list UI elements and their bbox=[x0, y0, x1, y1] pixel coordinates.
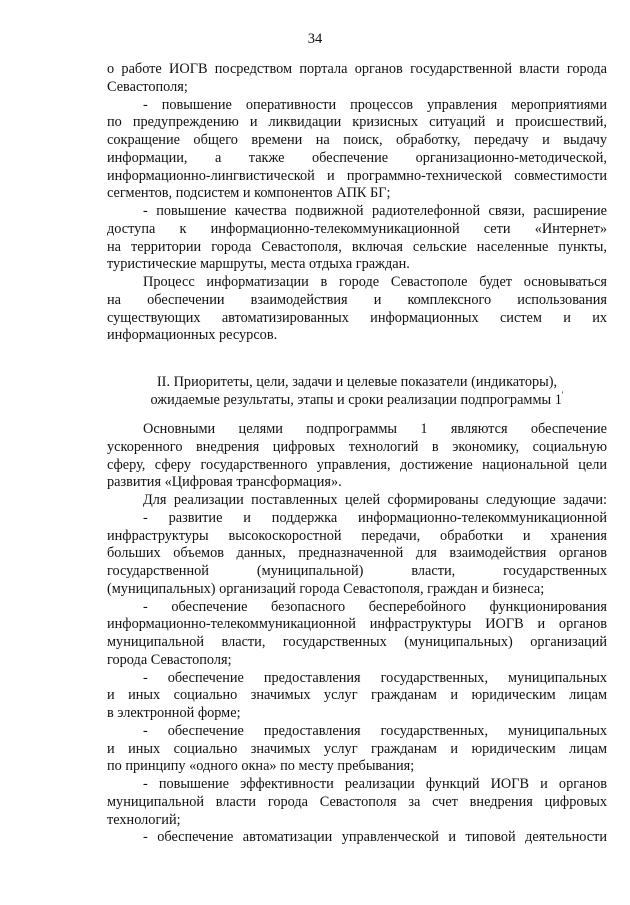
text-line: по принципу «одного окна» по месту пребывания; bbox=[107, 758, 415, 774]
text-line: и иных социально значимых услуг гражданам и юридическим лицам bbox=[107, 741, 607, 757]
section-heading-text: ожидаемые результаты, этапы и сроки реализации подпрограммы 1 bbox=[150, 392, 562, 408]
text-line: Для реализации поставленных целей сформированы следующие задачи: bbox=[143, 492, 607, 508]
text-line: муниципальной власти, государственных (муниципальных) организаций bbox=[107, 634, 607, 650]
text-line: и иных социально значимых услуг гражданам и юридическим лицам bbox=[107, 687, 607, 703]
text-line: - обеспечение предоставления государственных, муниципальных bbox=[143, 723, 607, 739]
text-line: Процесс информатизации в городе Севастополе будет основываться bbox=[143, 274, 607, 290]
text-line: информационно-телекоммуникационной инфраструктуры ИОГВ и органов bbox=[107, 616, 607, 632]
text-line: на территории города Севастополя, включая сельские населенные пункты, bbox=[107, 239, 607, 255]
page-number: 34 bbox=[307, 31, 323, 47]
text-line: доступа к информационно-телекоммуникационной сети «Интернет» bbox=[107, 221, 607, 237]
section-heading-line-2 bbox=[107, 392, 607, 409]
text-line: существующих автоматизированных информационных систем и их bbox=[107, 310, 607, 326]
text-line: о работе ИОГВ посредством портала органов государственной власти города bbox=[107, 61, 607, 77]
text-line: технологий; bbox=[107, 812, 181, 828]
text-line: - повышение качества подвижной радиотелефонной связи, расширение bbox=[143, 203, 607, 219]
text-line: в электронной форме; bbox=[107, 705, 241, 721]
text-line: - обеспечение безопасного бесперебойного функционирования bbox=[143, 599, 607, 615]
text-line: инфраструктуры высокоскоростной передачи, обработки и хранения bbox=[107, 528, 607, 544]
text-line: сокращение общего времени на поиск, обработку, передачу и выдачу bbox=[107, 132, 607, 148]
text-line: информации, а также обеспечение организационно-методической, bbox=[107, 150, 607, 166]
text-line: сферу, сферу государственного управления, достижение национальной цели bbox=[107, 457, 607, 473]
text-line: по предупреждению и ликвидации кризисных ситуаций и происшествий, bbox=[107, 114, 607, 130]
text-line: информационных ресурсов. bbox=[107, 327, 278, 343]
text-line: информационно-лингвистической и программно-технической совместимости bbox=[107, 168, 607, 184]
text-line: ускоренного внедрения цифровых технологий в экономику, социальную bbox=[107, 439, 607, 455]
text-line: развития «Цифровая трансформация». bbox=[107, 474, 342, 490]
text-line: - обеспечение предоставления государственных, муниципальных bbox=[143, 670, 607, 686]
text-line: города Севастополя; bbox=[107, 652, 232, 668]
text-line: - обеспечение автоматизации управленческой и типовой деятельности bbox=[143, 829, 607, 845]
text-line: Основными целями подпрограммы 1 являются обеспечение bbox=[143, 421, 607, 437]
section-heading-line-1: II. Приоритеты, цели, задачи и целевые показатели (индикаторы), bbox=[156, 374, 558, 390]
text-line: - развитие и поддержка информационно-телекоммуникационной bbox=[143, 510, 607, 526]
text-line: - повышение оперативности процессов управления мероприятиями bbox=[143, 97, 607, 113]
text-line: (муниципальных) организаций города Севастополя, граждан и бизнеса; bbox=[107, 581, 545, 597]
text-line: муниципальной власти города Севастополя за счет внедрения цифровых bbox=[107, 794, 607, 810]
text-line: туристические маршруты, места отдыха граждан. bbox=[107, 256, 410, 272]
text-line: - повышение эффективности реализации функций ИОГВ и органов bbox=[143, 776, 607, 792]
text-line: Севастополя; bbox=[107, 79, 188, 95]
text-line: государственной (муниципальной) власти, государственных bbox=[107, 563, 607, 579]
text-line: на обеспечении взаимодействия и комплексного использования bbox=[107, 292, 607, 308]
text-line: больших объемов данных, предназначенной для взаимодействия органов bbox=[107, 545, 607, 561]
section-heading-mark: ' bbox=[561, 390, 564, 401]
text-line: сегментов, подсистем и компонентов АПК БГ; bbox=[107, 185, 391, 201]
